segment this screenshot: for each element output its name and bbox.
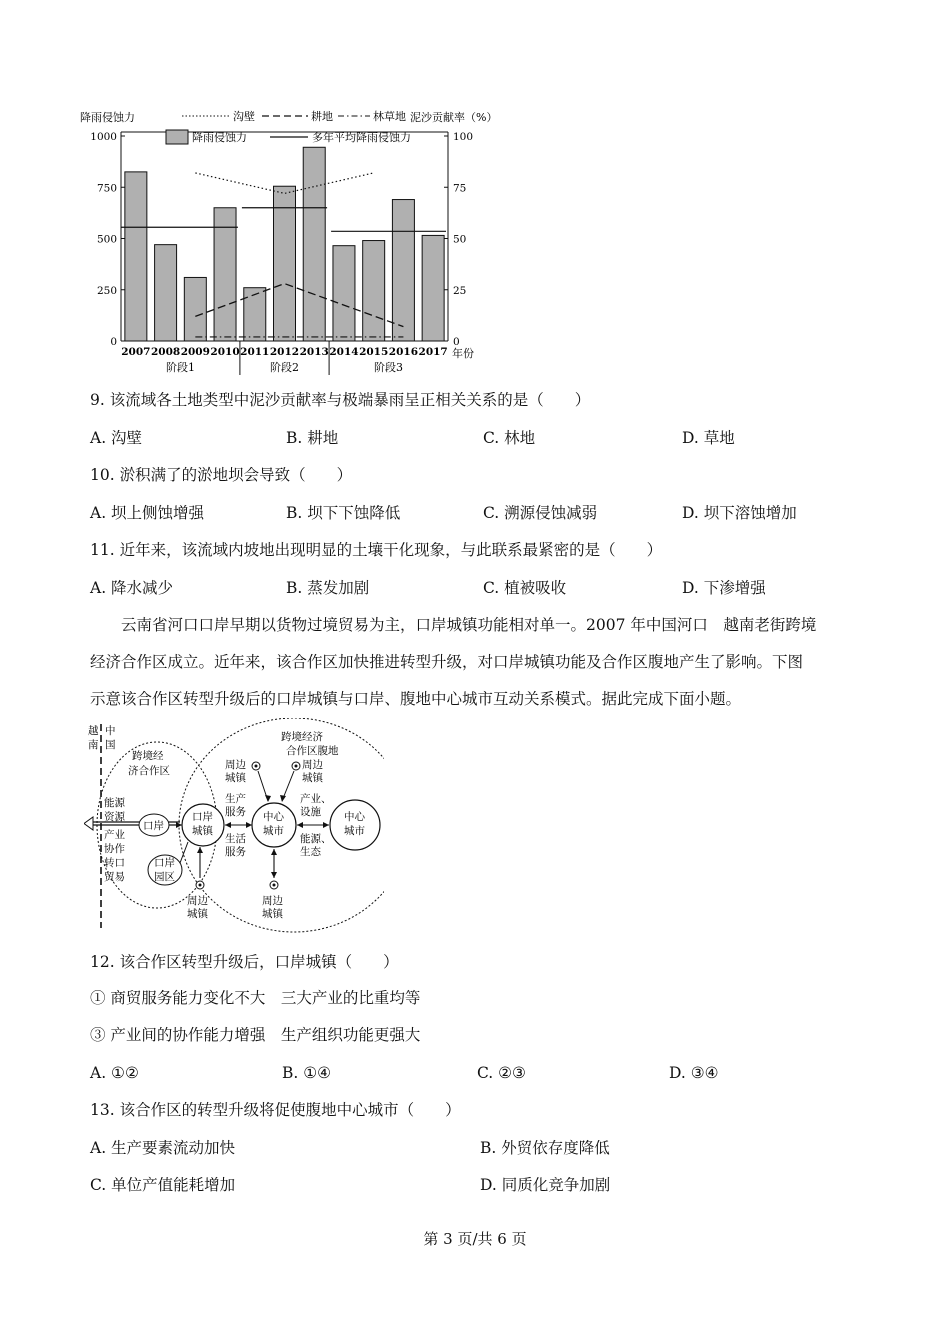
question-11-stem: 11. 近年来，该流域内坡地出现明显的土壤干化现象，与此联系最紧密的是（ ） (90, 541, 663, 559)
x-tick-label: 2008 (150, 346, 181, 358)
q10-option-c[interactable]: C. 溯源侵蚀减弱 (483, 504, 598, 522)
zone-label-line1: 跨境经 (132, 750, 164, 762)
y-tick-label-left: 750 (96, 182, 117, 195)
port-town-interaction-diagram (84, 718, 384, 940)
x-tick-label: 2011 (240, 346, 270, 358)
x-tick-label: 2007 (121, 346, 151, 358)
x-tick-label: 2015 (359, 346, 389, 358)
page-footer: 第 3 页/共 6 页 (423, 1230, 527, 1248)
y-tick-label-left: 0 (110, 336, 117, 348)
left-label-3: 产业 (104, 829, 125, 841)
link-label-2: 设施 (300, 806, 321, 818)
q9-option-d[interactable]: D. 草地 (682, 429, 735, 447)
nearby-town-3-label-1: 周边 (262, 895, 283, 907)
zone-label-line2: 济合作区 (128, 765, 170, 777)
x-tick-label: 2009 (180, 346, 210, 358)
service-label-2: 服务 (225, 806, 246, 818)
q10-option-a[interactable]: A. 坝上侧蚀增强 (90, 504, 205, 522)
legend-forest-grass-label: 林草地 (373, 110, 406, 123)
q9-option-a[interactable]: A. 沟壁 (90, 429, 143, 447)
nearby-town-2-label-1: 周边 (302, 759, 323, 771)
legend-erosivity-label: 降雨侵蚀力 (192, 131, 247, 144)
q13-option-d[interactable]: D. 同质化竞争加剧 (480, 1176, 611, 1194)
center-city-2-label-2: 城市 (344, 825, 365, 837)
nearby-town-2-label-2: 城镇 (302, 772, 323, 784)
bar-2012 (274, 186, 296, 341)
port-park-label-2: 园区 (154, 871, 175, 883)
service-label-1: 生产 (225, 793, 246, 805)
x-tick-label: 2012 (269, 346, 300, 358)
question-12-stem: 12. 该合作区转型升级后，口岸城镇（ ） (90, 953, 399, 971)
passage-line-2: 经济合作区成立。近年来，该合作区加快推进转型升级，对口岸城镇功能及合作区腹地产生了影响。下图 (90, 653, 804, 671)
q9-option-b[interactable]: B. 耕地 (286, 429, 339, 447)
service-label-4: 服务 (225, 846, 246, 858)
q12-option-c[interactable]: C. ②③ (477, 1064, 526, 1082)
q12-option-d[interactable]: D. ③④ (669, 1064, 719, 1082)
left-label-2: 资源 (104, 811, 125, 823)
q11-option-d[interactable]: D. 下渗增强 (682, 579, 766, 597)
nearby-town-4-label-2: 城镇 (187, 908, 208, 920)
link-label-1: 产业、 (300, 793, 332, 805)
y-tick-label-left: 250 (96, 284, 117, 297)
y-tick-label-right: 50 (453, 233, 467, 246)
y-tick-label-left: 500 (96, 233, 117, 246)
q13-option-c[interactable]: C. 单位产值能耗增加 (90, 1176, 236, 1194)
nearby-town-4-label-1: 周边 (187, 895, 208, 907)
bar-2017 (422, 235, 444, 341)
passage-line-3: 示意该合作区转型升级后的口岸城镇与口岸、腹地中心城市互动关系模式。据此完成下面小题。 (90, 690, 742, 708)
label-vietnam-2: 南 (88, 739, 99, 751)
rainfall-erosivity-chart (80, 100, 520, 375)
label-vietnam-1: 越 (88, 725, 99, 737)
center-city-1-label-2: 城市 (263, 825, 284, 837)
q10-option-d[interactable]: D. 坝下溶蚀增加 (682, 504, 797, 522)
y-tick-label-left: 1000 (90, 131, 117, 143)
nearby-town-3-label-2: 城镇 (262, 908, 283, 920)
arrow-head-left (84, 817, 93, 830)
left-label-1: 能源 (104, 797, 125, 809)
port-town-label-1: 口岸 (192, 811, 213, 823)
bar-2016 (392, 200, 414, 341)
y-axis-title-right: 泥沙贡献率（%） (410, 111, 498, 124)
bar-2014 (333, 246, 355, 341)
y-tick-label-right: 25 (453, 284, 467, 297)
q12-statement-1-2: ① 商贸服务能力变化不大 三大产业的比重均等 (90, 989, 421, 1007)
q10-option-b[interactable]: B. 坝下下蚀降低 (286, 504, 401, 522)
legend-erosivity-swatch (166, 130, 188, 144)
y-tick-label-right: 75 (453, 182, 467, 195)
bar-2008 (155, 245, 177, 341)
q11-option-a[interactable]: A. 降水减少 (90, 579, 174, 597)
link-label-4: 生态 (300, 846, 321, 858)
nearby-town-1-label-2: 城镇 (225, 772, 246, 784)
q12-option-a[interactable]: A. ①② (90, 1064, 139, 1082)
y-tick-label-right: 0 (453, 336, 460, 348)
hinterland-label-line1: 跨境经济 (281, 731, 323, 743)
nearby-town-1-label-1: 周边 (225, 759, 246, 771)
bar-2009 (184, 277, 206, 341)
port-town-label-2: 城镇 (192, 825, 213, 837)
bar-2011 (244, 288, 266, 341)
question-9-stem: 9. 该流域各土地类型中泥沙贡献率与极端暴雨呈正相关关系的是（ ） (90, 391, 591, 409)
hinterland-label-line2: 合作区腹地 (286, 745, 339, 757)
label-china-2: 国 (105, 739, 116, 751)
q11-option-b[interactable]: B. 蒸发加剧 (286, 579, 370, 597)
q12-statement-3-4: ③ 产业间的协作能力增强 生产组织功能更强大 (90, 1026, 421, 1044)
question-13-stem: 13. 该合作区的转型升级将促使腹地中心城市（ ） (90, 1101, 461, 1119)
link-label-3: 能源、 (300, 833, 332, 845)
bar-2007 (125, 172, 147, 341)
left-label-5: 转口 (104, 857, 125, 869)
q12-option-b[interactable]: B. ①④ (282, 1064, 332, 1082)
legend-gully-label: 沟壁 (233, 110, 255, 123)
q11-option-c[interactable]: C. 植被吸收 (483, 579, 567, 597)
x-axis-title: 年份 (452, 347, 474, 360)
port-park-label-1: 口岸 (154, 857, 175, 869)
y-axis-title-left: 降雨侵蚀力 (80, 111, 135, 124)
bar-2013 (303, 147, 325, 341)
y-tick-label-right: 100 (453, 131, 474, 143)
port-label: 口岸 (143, 820, 164, 832)
label-china-1: 中 (105, 725, 116, 737)
legend-avg-label: 多年平均降雨侵蚀力 (312, 131, 411, 144)
bar-2015 (363, 241, 385, 341)
center-city-2-label-1: 中心 (344, 811, 365, 823)
x-tick-label: 2014 (329, 346, 359, 358)
x-tick-label: 2017 (418, 346, 448, 358)
stage-label-2: 阶段2 (270, 361, 299, 374)
x-tick-label: 2010 (210, 346, 240, 358)
stage-label-1: 阶段1 (165, 361, 195, 374)
question-10-stem: 10. 淤积满了的淤地坝会导致（ ） (90, 466, 353, 484)
passage-line-1: 云南省河口口岸早期以货物过境贸易为主，口岸城镇功能相对单一。2007 年中国河口 越南老街跨境 (121, 616, 817, 634)
left-label-4: 协作 (104, 843, 125, 855)
x-tick-label: 2016 (388, 346, 419, 358)
service-label-3: 生活 (225, 833, 246, 845)
q13-option-b[interactable]: B. 外贸依存度降低 (480, 1139, 610, 1157)
center-city-1-label-1: 中心 (263, 811, 284, 823)
legend-farmland-label: 耕地 (311, 110, 333, 123)
stage-label-3: 阶段3 (374, 361, 404, 374)
x-tick-label: 2013 (299, 346, 329, 358)
q13-option-a[interactable]: A. 生产要素流动加快 (90, 1139, 236, 1157)
q9-option-c[interactable]: C. 林地 (483, 429, 536, 447)
left-label-6: 贸易 (104, 871, 125, 883)
